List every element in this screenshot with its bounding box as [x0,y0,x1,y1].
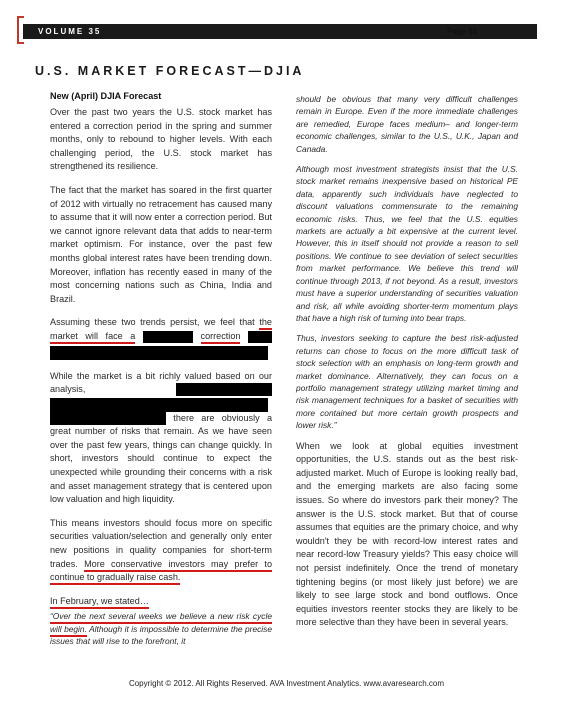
text: While the market is a bit richly valued based on [50,370,255,381]
redaction-block [143,331,193,343]
text: our analysis, [50,370,272,395]
left-column [50,90,272,656]
text: This means investors should focus more on specific securities valuation/selection and generally only enter new positions in quality companies for short-term trades. [50,517,272,569]
paragraph: When we look at global equities investment opportunities, the U.S. stands out as the best risk-adjusted market. Much of Europe is looking really bad, and the emerging markets are also facing some issues. So where do investors park their money? The answer is the U.S. stock market. But that of course assumes that equities are the primary choice, and why wouldn't they be with record-low interest rates and near record-low Treasury yields? This easy choice will not persist indefinitely. Once the trend of monetary tightening begins (or most likely just before) we are likely to see large stock and bond outflows. Once equities investors reenter stocks they are likely to be more selective than they have been in several years. [296,440,518,628]
underlined-text: the market will face a [50,317,272,344]
article-title: U.S. MARKET FORECAST—DJIA [35,64,305,78]
underlined-text: correction [201,331,241,344]
redaction-block [50,346,268,360]
paragraph-redacted [50,370,272,507]
paragraph [50,595,272,609]
underlined-quote: “Over the next several weeks we believe a new risk cycle will begin. [50,611,272,636]
paragraph: Over the past two years the U.S. stock market has entered a correction period in the spring and summer months, only to rebound to higher levels. With each challenging period, the U.S. stock market has strengthened its resilience. [50,107,272,172]
quote [50,610,272,647]
page-number: Page 81 [447,27,478,36]
quote: Although most investment strategists insist that the U.S. stock market remains inexpensive based on historical PE data, apparently such individuals have neglected to discount valuations commensurate to the remaining economic risks. Thus, we feel that the U.S. equities markets are actually a bit expensive at the current level. However, this in itself should not provide a reason to sell positions. We continue to see deviation of select securities from market performance. We believe this trend will continue through 2013, if not beyond. As a result, investors must have a superior understanding of securities valuation and risk, all while avoiding shorter-term momentum plays that have a high risk of turning into bear traps. [296,164,518,323]
right-column [296,93,518,640]
text: there are obviously a great number of risks that remain. As we have seen over the past few years, things can change quickly. In short, investors should continue to expect the unexpected while grounding their concerns with a risk and asset management strategy that is centered upon low valuation and high liquidity. [50,412,273,505]
redaction-block [50,412,166,425]
footer-copyright: Copyright © 2012. All Rights Reserved. AVA Investment Analytics. www.avaresearch.com [128,679,445,688]
paragraph-redacted [50,316,272,359]
quote: should be obvious that many very difficult challenges remain in Europe. Even if the more immediate challenges are remedied, Europe faces medium– and longer-term economic challenges, similar to the U.S., U.K., Japan and Canada. [296,94,518,154]
redaction-block [50,398,268,412]
paragraph [50,517,272,585]
quote: Thus, investors seeking to capture the best risk-adjusted returns can chose to focus on the more difficult task of stock selection with an emphasis on long-term growth and market dominance. Alternatively, they can focus on a portfolio management strategy utilizing market timing and risk management techniques for a basket of securities with more contained but more certain growth prospects and lower risk.” [296,333,518,431]
redaction-block [176,383,272,396]
volume-label: VOLUME 35 [38,27,102,36]
text: Assuming these two trends persist, we feel that [50,317,255,328]
underlined-text: In February, we stated… [50,596,149,609]
redaction-block [248,331,272,343]
paragraph: The fact that the market has soared in the first quarter of 2012 with virtually no retracement has caused many to assume that it will now enter a correction period. But we cannot ignore relevant data that adds to near-term market optimism. For instance, over the past few months global interest rates have been trending down. Moreover, inflation has recently eased in many of the most concerning nations such as China, India and Brazil. [50,184,272,304]
quote-text: Although it is impossible to determine the precise issues that will rise to the forefront, it [50,623,272,647]
underlined-text: More conservative investors may prefer to continue to gradually raise cash. [50,559,272,586]
section-subhead: New (April) DJIA Forecast [50,91,162,101]
